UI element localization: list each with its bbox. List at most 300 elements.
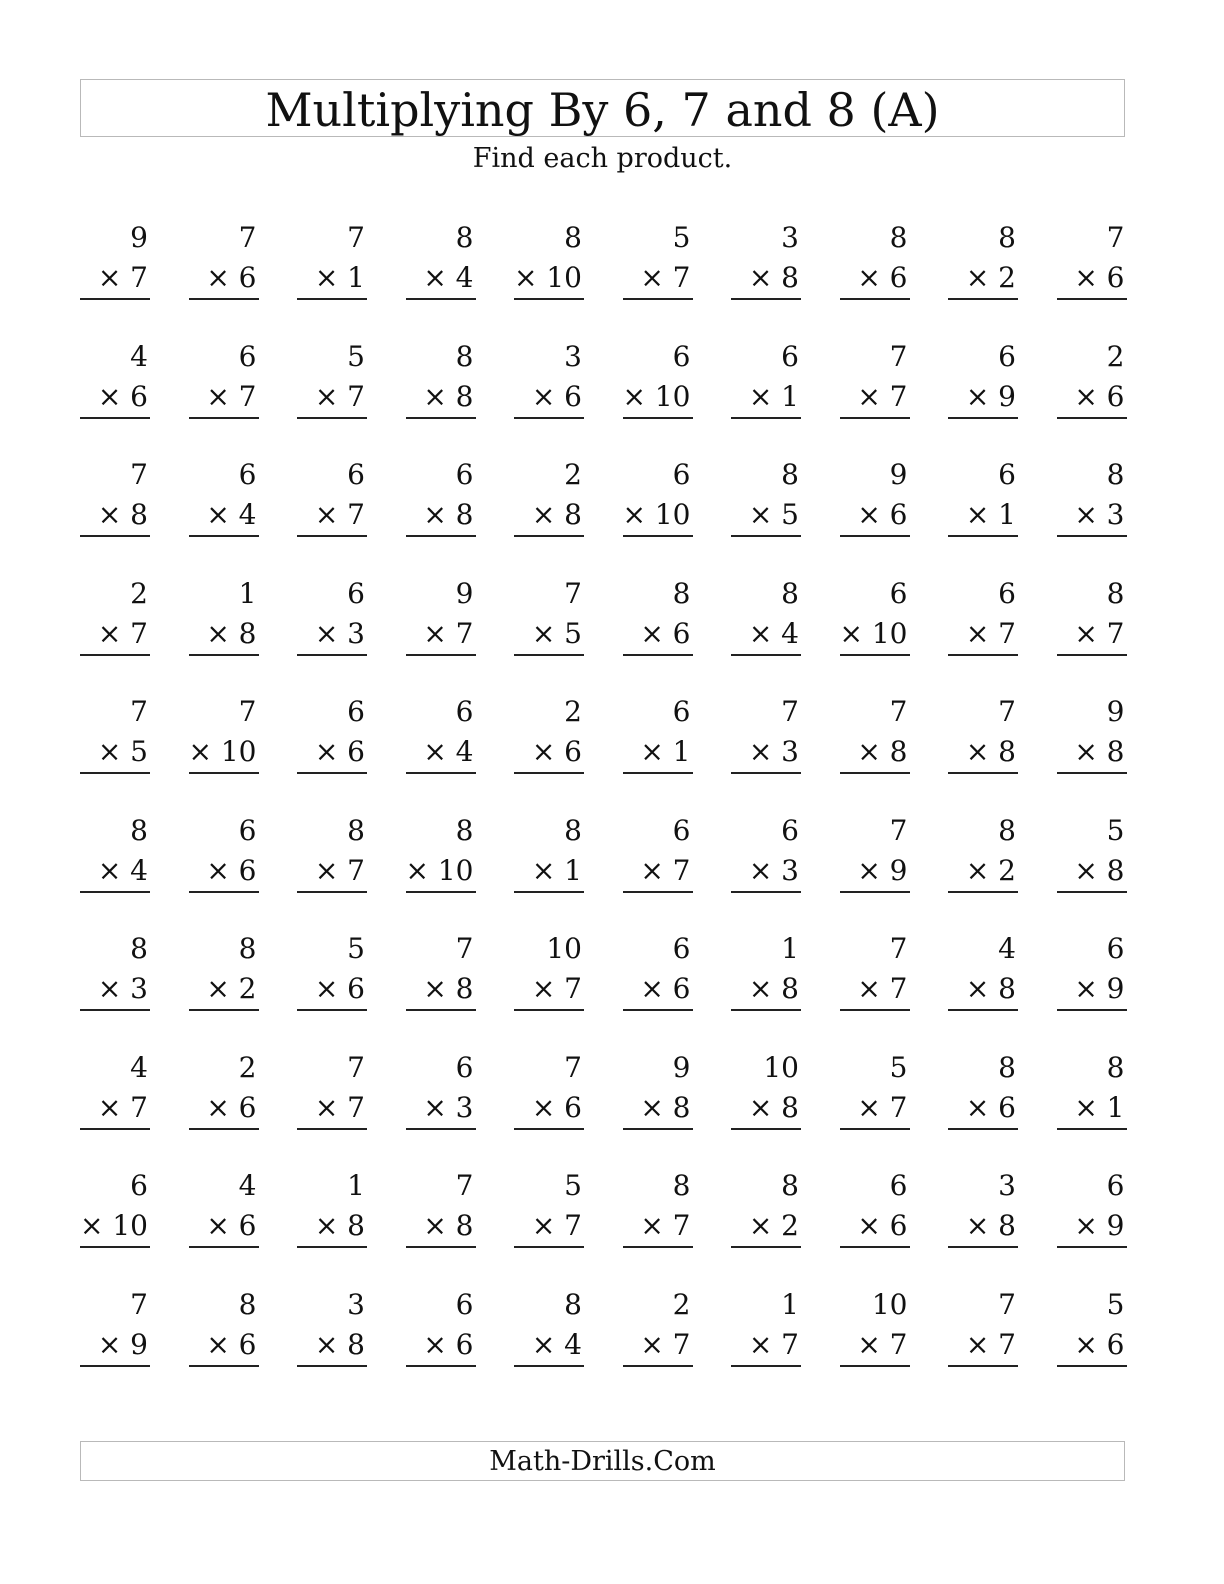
problem [297,459,367,539]
multiplicand: 6 [455,458,474,491]
answer-line [731,654,801,656]
problem [189,1052,259,1132]
answer-line [297,891,367,893]
problem [623,1289,693,1369]
multiplicand: 8 [130,932,148,965]
problem [297,222,367,302]
answer-line [840,1009,910,1011]
problem [189,1289,259,1369]
multiplicand: 8 [781,458,799,491]
multiplier: × 10 [405,853,474,887]
multiplicand: 6 [889,576,908,610]
answer-line [623,298,693,300]
multiplier: × 6 [97,379,148,413]
multiplier: × 7 [314,379,365,413]
multiplicand: 5 [1106,813,1125,847]
multiplier: × 6 [206,853,257,887]
multiplier: × 7 [965,1327,1016,1361]
multiplier: × 2 [965,261,1016,294]
multiplier: × 10 [188,735,257,768]
multiplier: × 2 [965,853,1016,887]
multiplicand: 8 [564,813,582,847]
problem [623,1170,693,1250]
problem [297,933,367,1013]
multiplicand: 8 [455,813,474,847]
multiplicand: 8 [998,1050,1016,1084]
problem [406,459,476,539]
answer-line [731,417,801,419]
problem [1057,1170,1127,1250]
multiplier: × 6 [206,1209,257,1242]
answer-line [80,1365,150,1367]
multiplicand: 7 [130,458,148,491]
multiplicand: 5 [1106,1287,1125,1321]
problem [514,696,584,776]
problem [840,696,910,776]
multiplier: × 3 [1074,498,1125,531]
multiplicand: 7 [130,695,148,728]
answer-line [514,1009,584,1011]
multiplier: × 6 [423,1327,474,1361]
problem [731,459,801,539]
multiplier: × 8 [748,261,799,294]
multiplier: × 7 [965,616,1016,650]
multiplicand: 6 [347,458,365,491]
multiplicand: 7 [238,695,257,728]
multiplicand: 6 [998,458,1016,491]
answer-line [80,298,150,300]
multiplicand: 6 [672,458,691,491]
multiplier: × 6 [640,616,691,650]
multiplicand: 10 [763,1050,799,1084]
problem [1057,459,1127,539]
answer-line [840,1365,910,1367]
problem [297,341,367,421]
problem [297,815,367,895]
multiplier: × 4 [206,498,257,531]
multiplier: × 8 [748,972,799,1005]
multiplicand: 6 [672,932,691,965]
answer-line [297,1128,367,1130]
answer-line [623,772,693,774]
multiplicand: 6 [1106,932,1125,965]
multiplicand: 1 [238,576,257,610]
problem [514,1052,584,1132]
answer-line [514,417,584,419]
multiplicand: 6 [455,695,474,728]
multiplicand: 5 [672,221,691,254]
multiplicand: 2 [1106,339,1125,373]
multiplier: × 7 [1074,616,1125,650]
multiplicand: 7 [889,695,908,728]
multiplier: × 3 [423,1090,474,1124]
multiplicand: 9 [1106,695,1125,728]
problem [840,815,910,895]
problem [189,696,259,776]
multiplier: × 9 [97,1327,148,1361]
problem [840,578,910,658]
multiplicand: 6 [238,813,257,847]
answer-line [406,891,476,893]
multiplier: × 7 [423,616,474,650]
problem [189,933,259,1013]
problem [948,222,1018,302]
answer-line [1057,535,1127,537]
problem [1057,815,1127,895]
answer-line [406,417,476,419]
multiplicand: 6 [347,695,365,728]
problem [406,815,476,895]
problem [623,578,693,658]
multiplier: × 8 [1074,735,1125,768]
multiplier: × 3 [748,853,799,887]
answer-line [623,1246,693,1248]
multiplier: × 6 [1074,379,1125,413]
problem [948,815,1018,895]
multiplicand: 7 [564,576,582,610]
problem [948,341,1018,421]
problem [189,341,259,421]
problem [80,815,150,895]
multiplier: × 7 [640,1209,691,1242]
answer-line [623,1128,693,1130]
multiplier: × 8 [314,1209,365,1242]
multiplicand: 7 [889,813,908,847]
multiplicand: 6 [998,576,1016,610]
answer-line [1057,654,1127,656]
multiplier: × 6 [640,972,691,1005]
problem [406,1052,476,1132]
answer-line [1057,1009,1127,1011]
answer-line [623,1365,693,1367]
problem [297,1170,367,1250]
multiplier: × 7 [857,972,908,1005]
answer-line [840,417,910,419]
answer-line [731,1365,801,1367]
multiplier: × 8 [748,1090,799,1124]
multiplier: × 1 [748,379,799,413]
problem [840,341,910,421]
multiplier: × 10 [514,261,582,294]
multiplier: × 8 [965,1209,1016,1242]
multiplier: × 6 [314,972,365,1005]
answer-line [406,1009,476,1011]
problem [731,815,801,895]
problem [514,341,584,421]
multiplicand: 8 [238,932,257,965]
answer-line [406,1246,476,1248]
answer-line [948,772,1018,774]
answer-line [406,535,476,537]
multiplier: × 5 [531,616,582,650]
answer-line [514,298,584,300]
problem [514,578,584,658]
multiplicand: 6 [130,1169,148,1202]
multiplicand: 8 [1106,576,1125,610]
multiplicand: 8 [347,813,365,847]
answer-line [514,654,584,656]
multiplier: × 6 [531,379,582,413]
problem [514,815,584,895]
multiplicand: 8 [564,1287,582,1321]
multiplier: × 10 [80,1209,148,1242]
multiplier: × 7 [640,1327,691,1361]
multiplier: × 8 [314,1327,365,1361]
answer-line [840,298,910,300]
multiplicand: 7 [564,1050,582,1084]
answer-line [297,1365,367,1367]
multiplicand: 8 [889,221,908,254]
problem [623,933,693,1013]
multiplier: × 6 [531,735,582,768]
multiplier: × 6 [531,1090,582,1124]
answer-line [189,1009,259,1011]
problem [406,341,476,421]
multiplicand: 2 [130,576,148,610]
answer-line [514,891,584,893]
multiplier: × 8 [640,1090,691,1124]
multiplicand: 9 [672,1050,691,1084]
problem [80,578,150,658]
answer-line [623,654,693,656]
answer-line [840,1246,910,1248]
multiplier: × 6 [857,261,908,294]
multiplicand: 8 [781,576,799,610]
multiplicand: 6 [347,576,365,610]
multiplier: × 9 [1074,972,1125,1005]
multiplier: × 7 [748,1327,799,1361]
multiplier: × 7 [314,853,365,887]
problem [297,1289,367,1369]
multiplicand: 8 [998,221,1016,254]
multiplier: × 8 [423,498,474,531]
problem [1057,1052,1127,1132]
multiplicand: 6 [1106,1169,1125,1202]
problem [80,933,150,1013]
answer-line [1057,772,1127,774]
answer-line [948,298,1018,300]
multiplicand: 1 [781,1287,799,1321]
instructions: Find each product. [472,143,733,174]
problem [297,696,367,776]
multiplicand: 7 [889,932,908,965]
multiplier: × 3 [97,972,148,1005]
problem [948,578,1018,658]
problem [80,341,150,421]
multiplier: × 10 [622,498,691,531]
multiplicand: 8 [672,1169,691,1202]
multiplier: × 4 [423,261,474,294]
multiplicand: 7 [455,1169,474,1202]
multiplier: × 9 [965,379,1016,413]
multiplicand: 6 [781,339,799,373]
multiplicand: 8 [564,221,582,254]
problem [840,933,910,1013]
multiplier: × 8 [965,735,1016,768]
problem [731,341,801,421]
answer-line [731,1128,801,1130]
problem [840,1052,910,1132]
answer-line [1057,1365,1127,1367]
multiplicand: 6 [238,458,257,491]
multiplier: × 2 [206,972,257,1005]
answer-line [731,535,801,537]
multiplier: × 5 [97,735,148,768]
multiplicand: 6 [672,339,691,373]
multiplier: × 3 [748,735,799,768]
multiplier: × 3 [314,616,365,650]
answer-line [189,298,259,300]
problem [948,933,1018,1013]
multiplier: × 2 [748,1209,799,1242]
multiplier: × 4 [97,853,148,887]
multiplicand: 7 [889,339,908,373]
answer-line [514,1246,584,1248]
answer-line [623,891,693,893]
multiplicand: 7 [347,221,365,254]
problem [623,459,693,539]
problem [514,1170,584,1250]
answer-line [189,417,259,419]
multiplicand: 8 [130,813,148,847]
multiplier: × 4 [423,735,474,768]
multiplicand: 1 [781,932,799,965]
answer-line [948,654,1018,656]
multiplicand: 9 [130,221,148,254]
multiplier: × 8 [857,735,908,768]
multiplicand: 6 [781,813,799,847]
multiplicand: 7 [455,932,474,965]
multiplier: × 8 [97,498,148,531]
answer-line [840,772,910,774]
multiplicand: 7 [238,221,257,254]
multiplier: × 6 [965,1090,1016,1124]
problem [80,1052,150,1132]
answer-line [948,1128,1018,1130]
answer-line [1057,298,1127,300]
problem [80,1170,150,1250]
answer-line [731,772,801,774]
answer-line [1057,891,1127,893]
multiplicand: 8 [455,339,474,373]
multiplier: × 1 [314,261,365,294]
problem [514,222,584,302]
multiplier: × 9 [857,853,908,887]
multiplicand: 8 [672,576,691,610]
multiplicand: 4 [998,932,1016,965]
multiplier: × 9 [1074,1209,1125,1242]
problem [189,578,259,658]
multiplier: × 8 [423,379,474,413]
multiplicand: 7 [998,1287,1016,1321]
multiplier: × 7 [857,1090,908,1124]
answer-line [731,1246,801,1248]
problem [189,815,259,895]
answer-line [623,535,693,537]
multiplicand: 6 [455,1050,474,1084]
multiplicand: 4 [130,1050,148,1084]
answer-line [189,654,259,656]
multiplier: × 6 [206,1090,257,1124]
problem [514,1289,584,1369]
answer-line [297,535,367,537]
multiplier: × 7 [97,616,148,650]
answer-line [948,1246,1018,1248]
problem [1057,696,1127,776]
answer-line [297,654,367,656]
problem [406,578,476,658]
problem [840,1289,910,1369]
multiplicand: 7 [998,695,1016,728]
answer-line [189,1128,259,1130]
answer-line [80,772,150,774]
multiplier: × 1 [1074,1090,1125,1124]
multiplicand: 6 [672,813,691,847]
answer-line [623,1009,693,1011]
multiplier: × 6 [857,498,908,531]
answer-line [80,891,150,893]
multiplicand: 9 [889,458,908,491]
footer: Math-Drills.Com [80,1441,1125,1481]
multiplicand: 4 [130,339,148,373]
multiplier: × 8 [531,498,582,531]
answer-line [948,1009,1018,1011]
problem [731,1052,801,1132]
answer-line [189,535,259,537]
answer-line [1057,417,1127,419]
problem [406,1170,476,1250]
problem [514,459,584,539]
multiplier: × 7 [640,261,691,294]
problem [731,1289,801,1369]
answer-line [1057,1246,1127,1248]
answer-line [948,1365,1018,1367]
answer-line [731,891,801,893]
multiplier: × 7 [206,379,257,413]
answer-line [80,417,150,419]
problem [948,1052,1018,1132]
multiplicand: 8 [1106,1050,1125,1084]
multiplicand: 3 [998,1169,1016,1202]
multiplicand: 10 [546,932,582,965]
multiplicand: 7 [130,1287,148,1321]
multiplier: × 10 [839,616,908,650]
problem [189,222,259,302]
answer-line [948,417,1018,419]
multiplicand: 6 [889,1169,908,1202]
answer-line [731,1009,801,1011]
multiplicand: 5 [564,1169,582,1202]
multiplier: × 8 [965,972,1016,1005]
multiplier: × 7 [531,1209,582,1242]
problem [80,696,150,776]
problem [623,696,693,776]
answer-line [406,1128,476,1130]
multiplier: × 6 [857,1209,908,1242]
problem [80,1289,150,1369]
multiplicand: 9 [455,576,474,610]
answer-line [948,891,1018,893]
answer-line [1057,1128,1127,1130]
answer-line [514,772,584,774]
problem [1057,1289,1127,1369]
multiplier: × 7 [640,853,691,887]
multiplicand: 5 [347,932,365,965]
problem [406,696,476,776]
answer-line [731,298,801,300]
multiplier: × 7 [97,1090,148,1124]
answer-line [840,891,910,893]
